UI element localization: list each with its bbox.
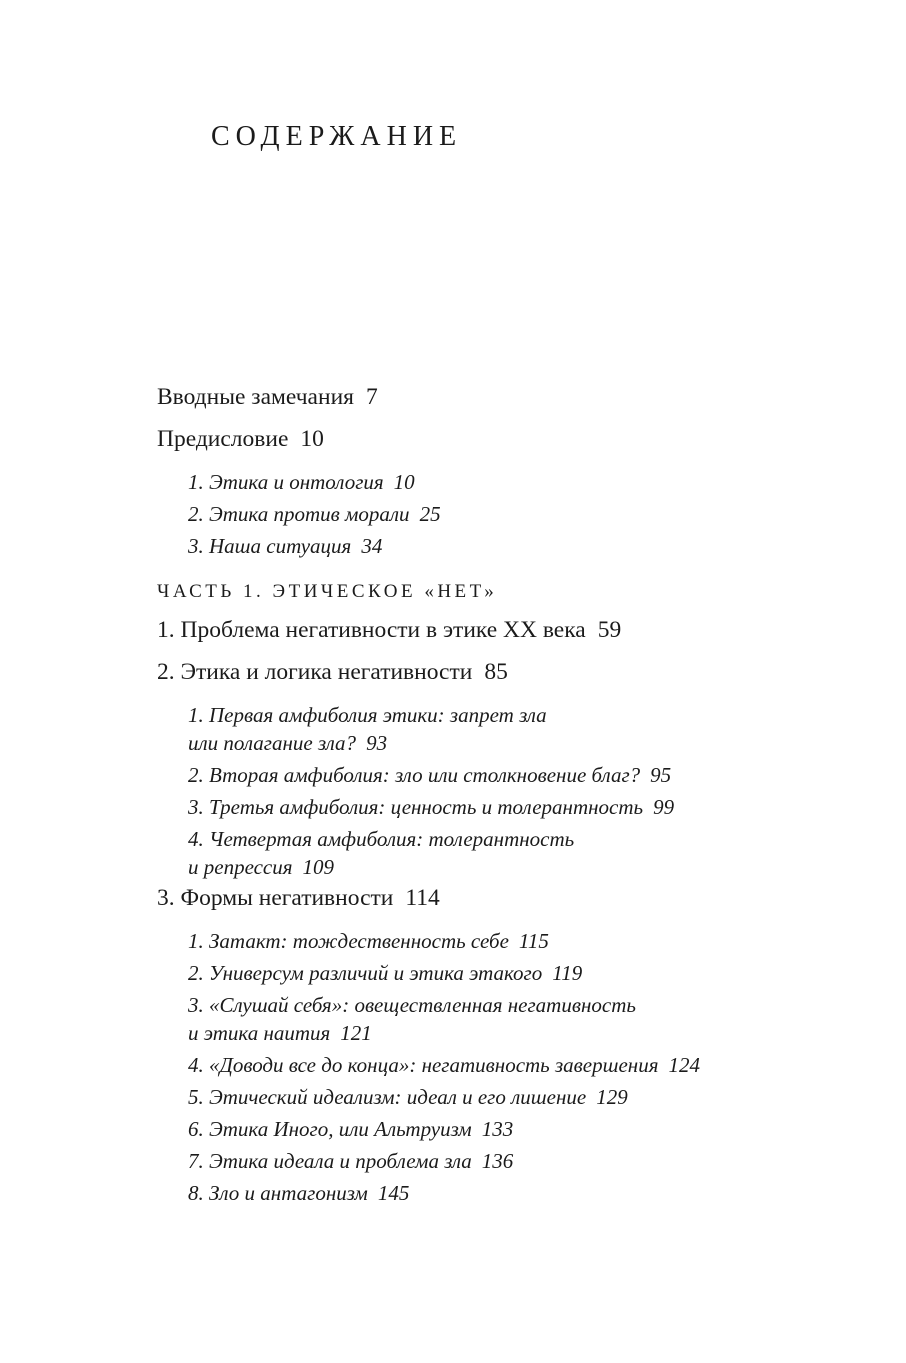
toc-page-number: 133 [481,1117,514,1141]
toc-entry [157,384,797,411]
toc-entry [157,617,797,644]
toc-entry-line: и репрессия 109 [188,855,335,879]
toc-entry-line: Предисловие 10 [157,426,324,452]
toc-page-number: 10 [393,470,415,494]
toc-entry [157,426,797,453]
toc-page-number: 7 [365,384,378,410]
toc-page-number: 95 [650,763,672,787]
toc-page-number: 85 [484,659,508,685]
toc-page-number: 114 [405,885,440,911]
page-title: СОДЕРЖАНИЕ [211,121,463,152]
toc-entry-line: 3. Третья амфиболия: ценность и толерантность 99 [188,795,675,819]
toc-entry-line: 4. Четвертая амфиболия: толерантность [188,827,575,851]
toc-entry-line: Вводные замечания 7 [157,384,378,410]
toc-entry-line: 7. Этика идеала и проблема зла 136 [188,1149,514,1173]
toc-entry-line: 4. «Доводи все до конца»: негативность завершения 124 [188,1053,700,1077]
toc-entry [157,1147,797,1175]
toc-entry-line: 6. Этика Иного, или Альтруизм 133 [188,1117,514,1141]
toc-entry-line: 3. «Слушай себя»: овеществленная негативность [188,993,636,1017]
toc-page-number: 10 [300,426,324,452]
toc-entry-line: 1. Затакт: тождественность себе 115 [188,929,549,953]
toc-page-number: 145 [377,1181,410,1205]
toc-page-number: 136 [481,1149,514,1173]
toc-entry-line: 3. Наша ситуация 34 [188,534,383,558]
toc-page-number: 93 [366,731,388,755]
toc-entry [157,761,797,789]
toc-page-number: 115 [518,929,549,953]
toc-entry-line: 1. Этика и онтология 10 [188,470,415,494]
toc-entry [157,1179,797,1207]
toc-entry [157,959,797,987]
toc-entry [157,532,797,560]
toc-page-number: 34 [361,534,383,558]
toc-entry [157,1051,797,1079]
toc-entry [157,793,797,821]
toc-page-number: 124 [668,1053,700,1077]
toc-entry-line: или полагание зла? 93 [188,731,388,755]
toc-part-heading [157,580,797,604]
toc-page-number: 99 [653,795,675,819]
toc-entry [157,468,797,496]
toc-page-number: 119 [552,961,583,985]
toc-entry [157,500,797,528]
toc-page-number: 129 [596,1085,628,1109]
toc-entry-line: и этика наития 121 [188,1021,372,1045]
toc-page-number: 25 [419,502,441,526]
toc-entry [157,927,797,955]
toc-entry-line: 1. Проблема негативности в этике XX века 59 [157,617,622,643]
toc-entry-line: 3. Формы негативности 114 [157,885,440,911]
toc-entry [157,885,797,912]
toc-entry-line: 8. Зло и антагонизм 145 [188,1181,410,1205]
toc-entry [157,659,797,686]
toc-entry-line: 1. Первая амфиболия этики: запрет зла [188,703,547,727]
toc-entry [157,1083,797,1111]
toc-entry-line: ЧАСТЬ 1. ЭТИЧЕСКОЕ «НЕТ» [157,581,498,602]
toc-entry-line: 2. Универсум различий и этика этакого 119 [188,961,583,985]
toc-page-number: 59 [597,617,622,643]
toc-entry-line: 2. Этика и логика негативности 85 [157,659,508,685]
toc-page-number: 109 [302,855,335,879]
toc-page-number: 121 [340,1021,372,1045]
toc-entry [157,825,797,881]
toc-list [157,384,797,1211]
toc-entry-line: 5. Этический идеализм: идеал и его лишение 129 [188,1085,628,1109]
toc-entry-line: 2. Этика против морали 25 [188,502,441,526]
toc-entry-line: 2. Вторая амфиболия: зло или столкновение благ? 95 [188,763,672,787]
toc-entry [157,701,797,757]
toc-entry [157,1115,797,1143]
toc-entry [157,991,797,1047]
